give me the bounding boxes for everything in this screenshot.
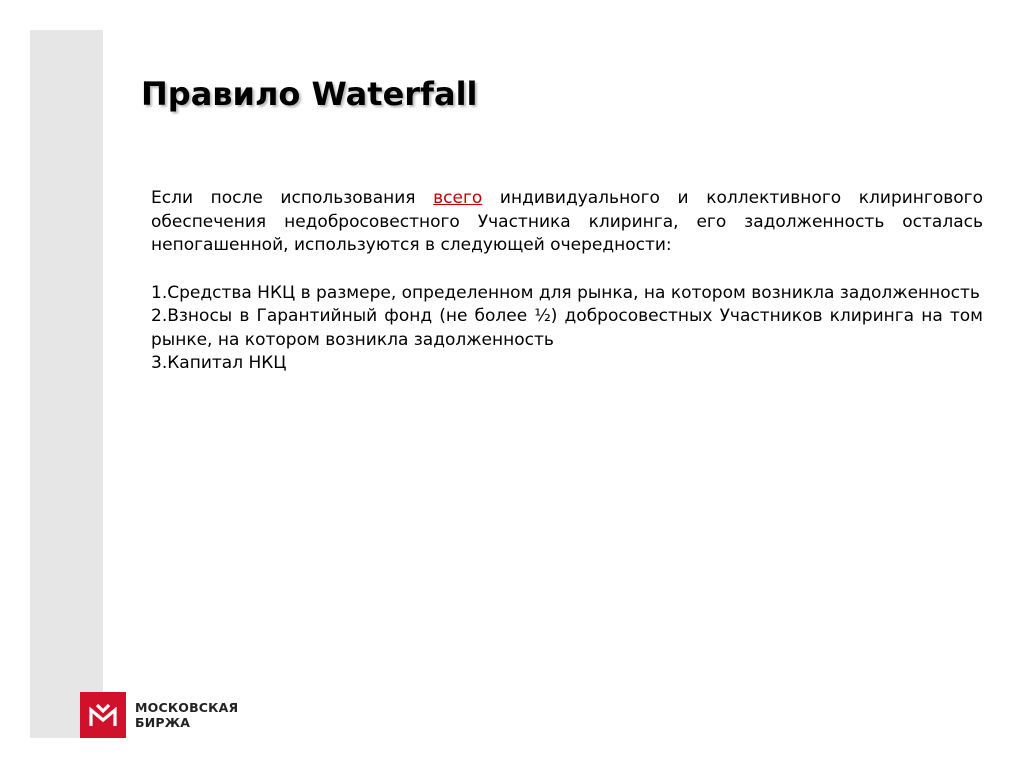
moex-logo-icon <box>80 692 126 738</box>
logo-line-2: БИРЖА <box>135 715 191 730</box>
slide-body <box>151 187 983 376</box>
slide-title: Правило Waterfall <box>141 75 478 113</box>
side-bar-decoration <box>30 30 103 738</box>
moex-logo-glyph <box>88 702 118 728</box>
waterfall-list <box>151 282 983 376</box>
intro-paragraph <box>151 187 983 258</box>
logo-wordmark <box>135 700 238 730</box>
intro-text-before: Если после использования <box>151 188 434 208</box>
intro-text-after: индивидуального и коллективного клирингового обеспечения недобросовестного Участника клиринга, его задолженность осталась непогашенной, используются в следующей очередности: <box>151 188 983 255</box>
list-item: 1.Средства НКЦ в размере, определенном для рынка, на котором возникла задолженность <box>151 282 980 303</box>
moex-logo <box>80 692 238 738</box>
list-item: 3.Капитал НКЦ <box>151 353 287 373</box>
logo-line-1: МОСКОВСКАЯ <box>135 700 239 715</box>
list-item: 2.Взносы в Гарантийный фонд (не более ½) добросовестных Участников клиринга на том рынке, на котором возникла задолженность <box>151 306 983 350</box>
intro-highlight-link[interactable]: всего <box>433 188 483 208</box>
